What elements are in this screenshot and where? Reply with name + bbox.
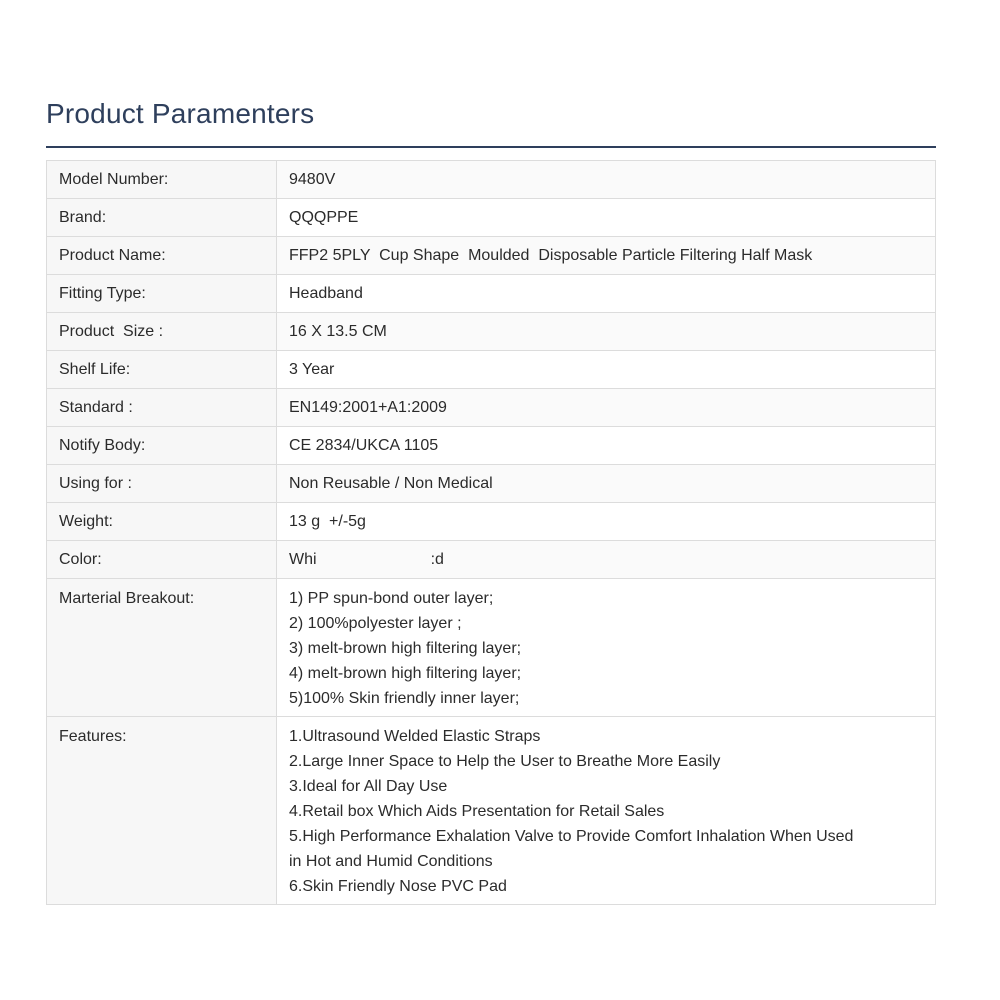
row-value: 13 g +/-5g xyxy=(277,503,936,541)
color-value-end: :d xyxy=(430,551,444,568)
table-row-brand xyxy=(47,199,936,237)
list-item: in Hot and Humid Conditions xyxy=(289,853,493,870)
row-value xyxy=(277,541,936,579)
row-label: Marterial Breakout: xyxy=(47,579,277,717)
row-label: Model Number: xyxy=(47,161,277,199)
row-label: Using for : xyxy=(47,465,277,503)
list-item: 1.Ultrasound Welded Elastic Straps xyxy=(289,728,541,745)
table-row-product-name xyxy=(47,237,936,275)
row-label: Standard : xyxy=(47,389,277,427)
list-item: 4.Retail box Which Aids Presentation for Retail Sales xyxy=(289,803,665,820)
table-row-notify-body xyxy=(47,427,936,465)
table-row-features xyxy=(47,717,936,905)
table-row-color xyxy=(47,541,936,579)
list-item: 1) PP spun-bond outer layer; xyxy=(289,590,494,607)
row-value: 16 X 13.5 CM xyxy=(277,313,936,351)
row-label: Weight: xyxy=(47,503,277,541)
list-item: 3.Ideal for All Day Use xyxy=(289,778,448,795)
table-row-using-for xyxy=(47,465,936,503)
row-value: 3 Year xyxy=(277,351,936,389)
table-row-fitting-type xyxy=(47,275,936,313)
list-item: 3) melt-brown high filtering layer; xyxy=(289,640,522,657)
row-value: EN149:2001+A1:2009 xyxy=(277,389,936,427)
row-value xyxy=(277,717,936,905)
row-label: Color: xyxy=(47,541,277,579)
table-row-product-size xyxy=(47,313,936,351)
list-item: 4) melt-brown high filtering layer; xyxy=(289,665,522,682)
row-value: FFP2 5PLY Cup Shape Moulded Disposable Particle Filtering Half Mask xyxy=(277,237,936,275)
product-parameters-table xyxy=(46,160,936,905)
list-item: 2) 100%polyester layer ; xyxy=(289,615,462,632)
list-item: 5.High Performance Exhalation Valve to Provide Comfort Inhalation When Used xyxy=(289,828,854,845)
row-label: Brand: xyxy=(47,199,277,237)
table-row-weight xyxy=(47,503,936,541)
row-label: Shelf Life: xyxy=(47,351,277,389)
table-row-shelf-life xyxy=(47,351,936,389)
title-divider xyxy=(46,146,936,148)
row-value: Non Reusable / Non Medical xyxy=(277,465,936,503)
row-value: CE 2834/UKCA 1105 xyxy=(277,427,936,465)
row-value: 9480V xyxy=(277,161,936,199)
row-label: Features: xyxy=(47,717,277,905)
table-row-standard xyxy=(47,389,936,427)
row-label: Notify Body: xyxy=(47,427,277,465)
row-label: Product Name: xyxy=(47,237,277,275)
list-item: 6.Skin Friendly Nose PVC Pad xyxy=(289,878,507,895)
list-item: 5)100% Skin friendly inner layer; xyxy=(289,690,520,707)
page-title: Product Paramenters xyxy=(46,98,315,129)
row-label: Product Size : xyxy=(47,313,277,351)
list-item: 2.Large Inner Space to Help the User to Breathe More Easily xyxy=(289,753,721,770)
row-value: Headband xyxy=(277,275,936,313)
row-value: QQQPPE xyxy=(277,199,936,237)
row-label: Fitting Type: xyxy=(47,275,277,313)
row-value xyxy=(277,579,936,717)
table-row-material-breakout xyxy=(47,579,936,717)
table-row-model-number xyxy=(47,161,936,199)
color-value-start: Whi xyxy=(289,551,317,568)
